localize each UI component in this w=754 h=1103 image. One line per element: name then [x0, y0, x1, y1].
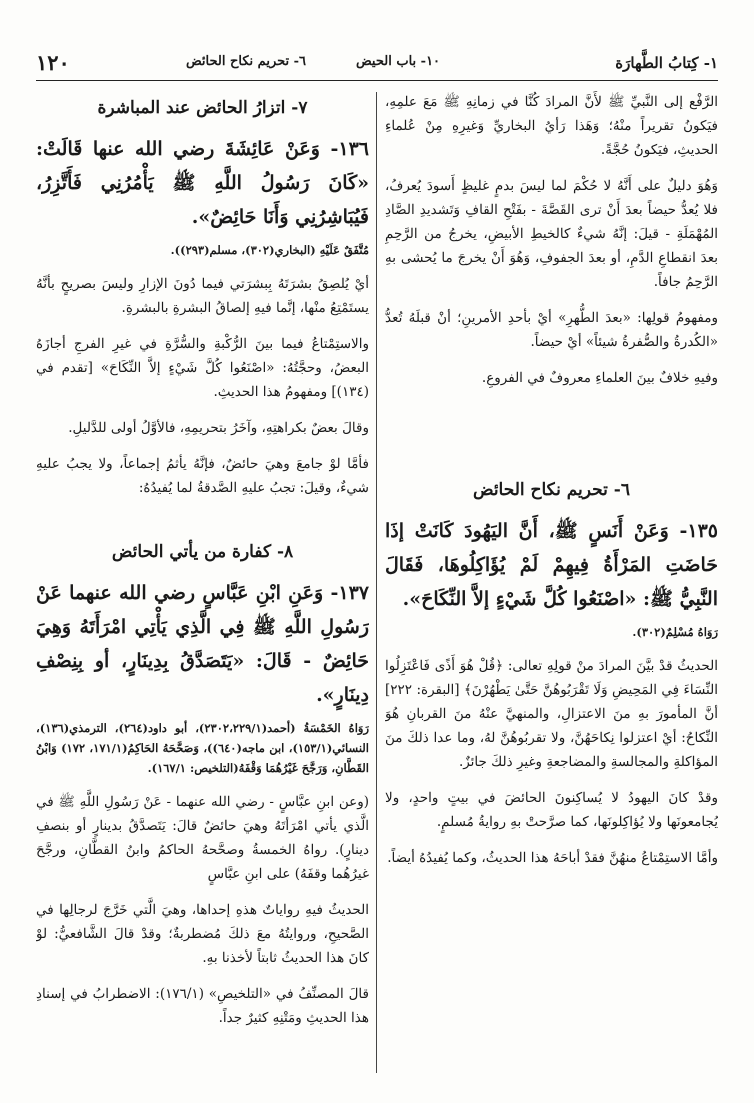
commentary-paragraph: وقدْ كانَ اليهودُ لا يُساكِنونَ الحائضَ في بيتٍ واحدٍ، ولا يُجامعونَها ولا يُؤاكِلونَها، كما صرَّحتْ بهِ روايةُ مُسلمٍ.	[385, 790, 718, 830]
paragraph: الرَّفْع إلى النَّبيِّ ﷺ لأَنَّ المرادَ كُنَّا في زمانِهِ ﷺ مَعَ علمِهِ، فيَكونُ تقريراً منْهُ؛ وَهَذا رَأيُ البخاريِّ وَغيرِهِ مِنْ عُلماءِ الحديثِ، فيَكونُ حُجَّةً.	[385, 94, 718, 158]
right-column	[385, 90, 718, 1087]
paragraph: ومفهومُ قولِها: «بعدَ الطُّهرِ» أيْ بأحدِ الأمرينِ؛ أنْ قبلَهُ تُعدُّ «الكُدرةُ والصُّفرةُ شيئاً» أيْ حيضاً.	[385, 310, 718, 350]
hadith-137: ١٣٧- وَعَنِ ابْنِ عَبَّاسٍ رضي الله عنهما عَنْ رَسُولِ اللَّهِ ﷺ فِي الَّذِي يَأْتِي امْرَأَتَهُ وَهِيَ حَائِضٌ - قَالَ: «يَتَصَدَّقُ بِدِينَارٍ، أو بِنِصْفِ دِينَارٍ».	[36, 582, 369, 706]
left-column	[36, 90, 369, 1087]
hadith-135-source: رَوَاهُ مُسْلِمٌ(٣٠٢).	[632, 625, 718, 639]
hadith-137-source: رَوَاهُ الخَمْسَةُ (أحمد(٢٣٠٢،٢٢٩/١)، أبو داود(٢٦٤)، الترمذي(١٣٦)، النسائي(١٥٣/١)، ابن ماجه(٦٤٠))، وَصَحَّحَهُ الحَاكِمُ(١٧١/١، ١٧٢) وَابْنُ القَطَّانِ، وَرَجَّحَ غَيْرُهُمَا وَقْفَهُ(التلخيص: ١٦٧/١).	[36, 721, 369, 775]
paragraph: وَهُوَ دليلٌ على أَنَّهُ لا حُكْمَ لما ليسَ بدمٍ غليظٍ أَسودَ يُعرفُ، فلا يُعدُّ حيضاً بعدَ أَنْ ترى القَصَّةَ - بفَتْحِ القافِ وَتَشديدِ الصَّادِ المُهْمَلَةِ - قيلَ: إنَّهُ شيءٌ كالخيطِ الأبيضِ، يخرجُ من الرَّحِمِ بعدَ انقطاعِ الدَّمِ، أو بعدَ الجفوفِ، وَهُوَ أَنْ يخرجَ ما يُحشى بهِ الرَّحِمُ جافاً.	[385, 178, 718, 290]
commentary-paragraph: وأمَّا الاستِمْتاعُ منهُنَّ فقدْ أباحَهُ هذا الحديثُ، وكما يُفيدُهُ أيضاً.	[387, 850, 718, 866]
book-title: ١- كِتابُ الطَّهارَة	[615, 54, 718, 72]
commentary-paragraph: (وعن ابنِ عبَّاسٍ - رضي الله عنهما - عَنْ رَسُولِ اللَّهِ ﷺ في الَّذي يأتي امْرَأتَهُ وهيَ حائضٌ قالَ: يَتَصدَّقُ بدينارٍ أو بنصفِ دينارٍ). رواهُ الخمسةُ وصحَّحهُ الحاكمُ وابنُ القطَّانِ، ورجَّحَ غيرُهُما وقفَهُ) على ابنِ عبَّاسٍ	[36, 794, 369, 882]
commentary-paragraph: الحديثُ فيهِ رواياتٌ هذهِ إحداها، وهيَ الَّتي خَرَّجَ لرجالِها في الصَّحيحِ، وروايتُهُ معَ ذلكَ مُضطربةٌ؛ وقدْ قالَ الشَّافعيُّ: لوْ كانَ هذا الحديثُ ثابتاً لأخذنا بهِ.	[36, 902, 369, 966]
page-number: ١٢٠	[36, 50, 70, 75]
commentary-paragraph: وقالَ بعضٌ بكراهتِهِ، وآخَرُ بتحريمِهِ، فالأوَّلُ أولى للدَّليلِ.	[68, 420, 369, 436]
commentary-paragraph: والاستِمْتاعُ فيما بينَ الرُّكْبةِ والسُّرَّةِ في غيرِ الفرجِ أجازَهُ البعضُ، وحجَّتُهُ: «اصْنَعُوا كُلَّ شَيْءٍ إلاَّ النِّكَاحَ» [تقدم في (١٣٤)] ومفهومُ هذا الحديثِ.	[36, 336, 369, 400]
commentary-paragraph: فأمَّا لوْ جامعَ وهيَ حائضٌ، فإنَّهُ يأثمُ إجماعاً، ولا يجبُ عليهِ شيءٌ، وقيلَ: تجبُ عليهِ الصَّدقةُ لما يُفيدُهُ:	[36, 456, 369, 496]
section-heading-8: ٨- كفارة من يأتي الحائض	[111, 542, 294, 562]
hadith-136: ١٣٦- وَعَنْ عَائِشَةَ رضي الله عنها قَالَتْ: «كَانَ رَسُولُ اللَّهِ ﷺ يَأْمُرُنِي فَأَتَّزِرُ، فَيُبَاشِرُنِي وَأَنَا حَائِضٌ».	[36, 138, 369, 228]
section-heading-6: ٦- تحريم نكاح الحائض	[473, 480, 630, 500]
hadith-136-source: مُتَّفَقٌ عَلَيْهِ (البخاري(٣٠٢)، مسلم(٢٩٣)).	[170, 243, 369, 257]
page-header	[36, 50, 718, 81]
commentary-paragraph: الحديثُ قدْ بيَّنَ المرادَ منْ قولِهِ تعالى: ﴿قُلْ هُوَ أَذًى فَاعْتَزِلُوا النِّسَاءَ فِي المَحِيضِ وَلَا تَقْرَبُوهُنَّ حَتَّىٰ يَطْهُرْنَ﴾ [البقرة: ٢٢٢] أنَّ المأمورَ بهِ منَ الاعتزالِ، والمنهيَّ عنْهُ منَ القربانِ هُوَ النِّكاحُ: أيْ اعتزلوا نِكاحَهُنَّ، ولا تقربُوهُنَّ لهُ، وما عدا ذلكَ منَ المؤاكلةِ والمجالسةِ والمضاجعةِ وغيرِ ذلكَ جائزٌ.	[385, 658, 718, 770]
commentary-paragraph: أيْ يُلصِقُ بشرَتَهُ بِبشرَتي فيما دُونَ الإزارِ وليسَ بصريحٍ بأنَّهُ يستَمْتِعُ منْها، إنَّما فيهِ إلصاقُ البشرةِ بالبشرةِ.	[36, 276, 369, 316]
subsection-title: ٦- تحريم نكاح الحائض	[186, 54, 307, 69]
chapter-title: ١٠- باب الحيض	[356, 54, 441, 69]
section-heading-7: ٧- اتزارُ الحائض عند المباشرة	[97, 98, 308, 118]
commentary-paragraph: قالَ المصنِّفُ في «التلخيصِ» (١٧٦/١): الاضطرابُ في إسنادِ هذا الحديثِ ومَتْنِهِ كثيرٌ جداً.	[36, 986, 369, 1026]
hadith-135: ١٣٥- وَعَنْ أَنَسٍ ﷺ، أَنَّ اليَهُودَ كَانَتْ إذَا حَاضَتِ المَرْأَةُ فِيهِمْ لَمْ يُؤَاكِلُوهَا، فَقَالَ النَّبِيُّ ﷺ: «اصْنَعُوا كُلَّ شَيْءٍ إلاَّ النِّكَاحَ».	[385, 520, 718, 610]
column-divider	[376, 92, 377, 1073]
paragraph: وفيهِ خلافٌ بينَ العلماءِ معروفٌ في الفروعِ.	[481, 370, 718, 386]
